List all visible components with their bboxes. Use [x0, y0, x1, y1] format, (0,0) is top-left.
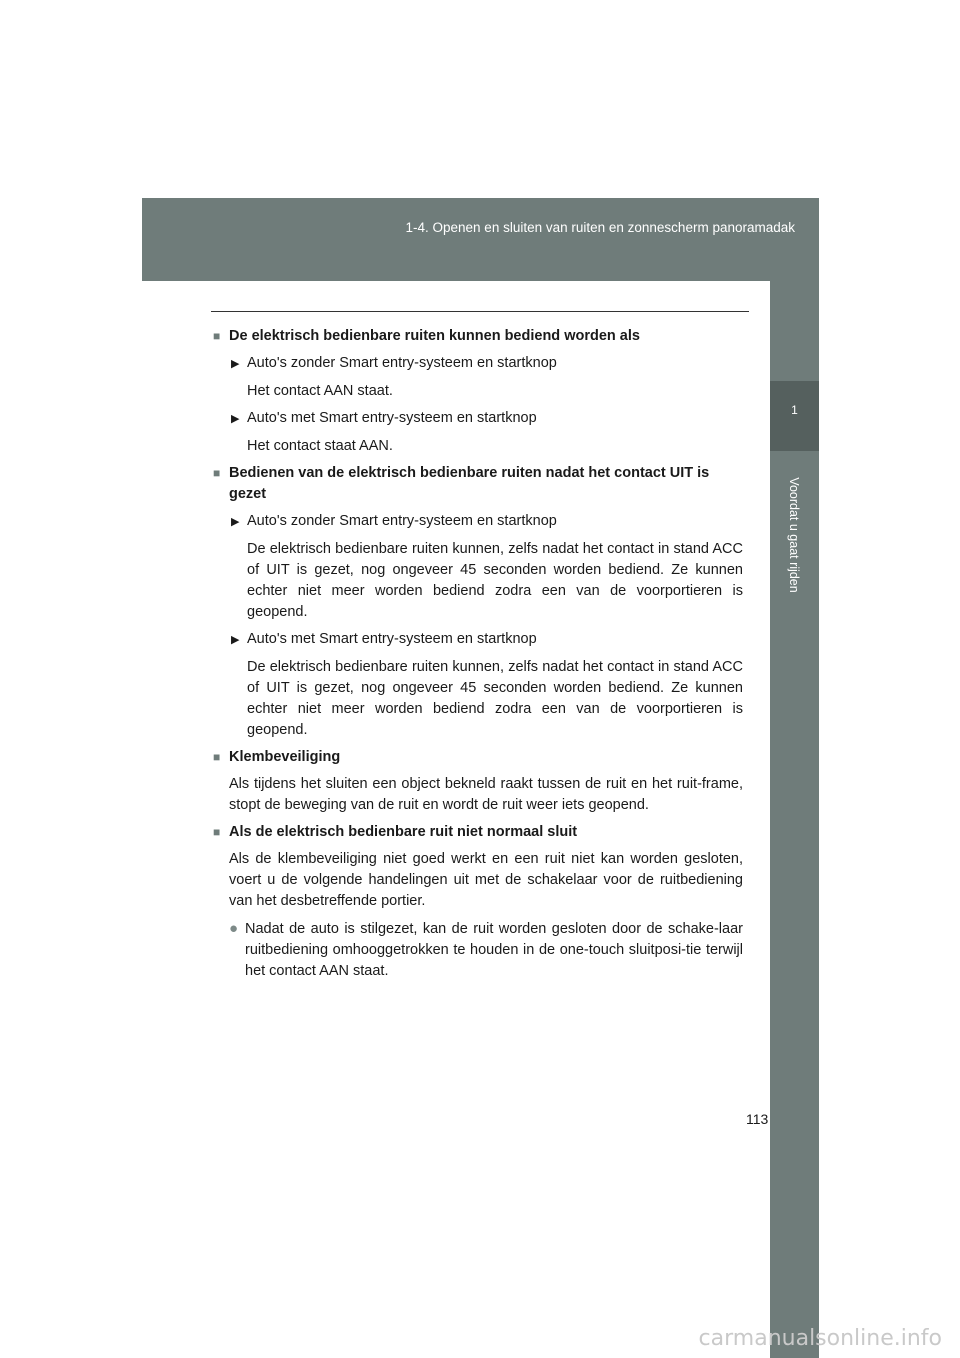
- sub-label: ▶ Auto's met Smart entry-systeem en startknop: [213, 408, 743, 430]
- section-text: Als de klembeveiliging niet goed werkt en een ruit niet kan worden gesloten, voert u de volgende handelingen uit met de schakelaar voor de ruitbediening van het desbetreffende portier.: [229, 851, 743, 909]
- section-heading: ■ Klembeveiliging: [213, 747, 743, 768]
- triangle-arrow-icon: ▶: [231, 516, 240, 528]
- sub-text: Het contact AAN staat.: [247, 383, 393, 399]
- top-rule: [211, 311, 749, 312]
- triangle-arrow-icon: ▶: [231, 413, 240, 425]
- chapter-title: 1-4. Openen en sluiten van ruiten en zonnescherm panoramadak: [405, 220, 795, 235]
- sub-text: De elektrisch bedienbare ruiten kunnen, zelfs nadat het contact in stand ACC of UIT is gezet, nog ongeveer 45 seconden worden bediend. Ze kunnen echter niet meer worden bediend zodra een van de voorportieren is geopend.: [247, 541, 743, 620]
- header-bar: [142, 198, 819, 281]
- section-text: Als tijdens het sluiten een object bekneld raakt tussen de ruit en het ruit-frame, stopt de beweging van de ruit en wordt de ruit weer iets geopend.: [229, 776, 743, 813]
- section-heading: ■ Bedienen van de elektrisch bedienbare ruiten nadat het contact UIT is gezet: [213, 465, 710, 502]
- sub-text: Het contact staat AAN.: [247, 438, 393, 454]
- section-heading: ■ Als de elektrisch bedienbare ruit niet normaal sluit: [213, 822, 743, 843]
- chapter-tab-number: 1: [791, 403, 798, 417]
- page-number: 113: [746, 1111, 769, 1127]
- section-label: Voordat u gaat rijden: [787, 477, 801, 593]
- bullet-item: ● Nadat de auto is stilgezet, kan de ruit worden gesloten door de schake-laar ruitbediening omhooggetrokken te houden in de one-touch sluitposi-tie terwijl het contact AAN staat.: [229, 920, 743, 979]
- square-bullet-icon: ■: [213, 750, 221, 764]
- triangle-arrow-icon: ▶: [231, 634, 240, 646]
- sub-label: ▶ Auto's zonder Smart entry-systeem en startknop: [213, 511, 743, 533]
- square-bullet-icon: ■: [213, 466, 221, 480]
- chapter-tab: [770, 381, 819, 451]
- circle-bullet-icon: ●: [229, 920, 239, 937]
- sub-label: ▶ Auto's zonder Smart entry-systeem en startknop: [213, 353, 743, 375]
- square-bullet-icon: ■: [213, 825, 221, 839]
- sub-label: ▶ Auto's met Smart entry-systeem en startknop: [213, 629, 743, 651]
- content: [213, 326, 743, 988]
- section-heading: ■ De elektrisch bedienbare ruiten kunnen bediend worden als: [213, 326, 743, 347]
- sub-text: De elektrisch bedienbare ruiten kunnen, zelfs nadat het contact in stand ACC of UIT is gezet, nog ongeveer 45 seconden worden bediend. Ze kunnen echter niet meer worden bediend zodra een van de voorportieren is geopend.: [247, 659, 743, 738]
- square-bullet-icon: ■: [213, 329, 221, 343]
- watermark: carmanualsonline.info: [698, 1326, 942, 1351]
- triangle-arrow-icon: ▶: [231, 358, 240, 370]
